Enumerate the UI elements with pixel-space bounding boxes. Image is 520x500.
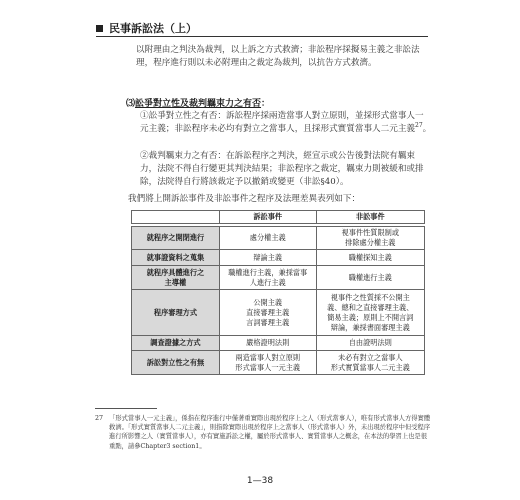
noncontentious-line: 辯論，兼採書面審理主義 bbox=[330, 322, 410, 332]
litigation-cell: 辯論主義 bbox=[219, 250, 316, 266]
row-label: 就事證資料之蒐集 bbox=[132, 250, 220, 266]
noncontentious-cell bbox=[316, 290, 424, 336]
litigation-line: 直接審理主義 bbox=[246, 307, 290, 317]
noncontentious-line: 排除處分權主義 bbox=[345, 238, 396, 247]
noncontentious-cell: 職權進行主義 bbox=[316, 266, 424, 290]
noncontentious-line: 視事件性質限制或 bbox=[341, 228, 400, 237]
item-1-marker: ① bbox=[140, 111, 149, 121]
litigation-cell: 嚴格證明法則 bbox=[219, 336, 316, 351]
noncontentious-line: 簡易主義；原則上不開言詞 bbox=[327, 312, 414, 322]
litigation-line: 人進行主義 bbox=[249, 277, 286, 287]
litigation-cell bbox=[219, 266, 316, 290]
row-label: 訴訟對立性之有無 bbox=[132, 351, 220, 375]
noncontentious-line: 未必有對立之當事人 bbox=[337, 352, 403, 362]
section-title-suffix: ： bbox=[261, 99, 271, 109]
table-row bbox=[132, 250, 425, 266]
row-label-line: 主導權 bbox=[164, 277, 187, 287]
header-cell-empty bbox=[132, 211, 220, 224]
noncontentious-cell: 自由證明法則 bbox=[316, 336, 424, 351]
footnote-rule bbox=[95, 408, 157, 409]
footnote bbox=[95, 414, 431, 451]
noncontentious-line: 形式實質當事人二元主義 bbox=[330, 362, 410, 372]
litigation-cell bbox=[219, 290, 316, 336]
table-row bbox=[132, 290, 425, 336]
row-label: 程序審理方式 bbox=[132, 290, 220, 336]
comparison-table bbox=[131, 210, 425, 375]
row-label bbox=[132, 266, 220, 290]
footnote-ref: 27 bbox=[415, 122, 423, 130]
header-title: 民事訴訟法（上） bbox=[109, 22, 197, 35]
item-1-text: 訟爭對立性之有否：訴訟程序採兩造當事人對立原則，並採形式當事人一元主義；非訟程序未必均有對立之當事人，且採形式實質當事人二元主義 bbox=[140, 111, 424, 134]
section-title: 訟爭對立性及裁判羈束力之有否 bbox=[135, 99, 262, 109]
litigation-line: 言詞審理主義 bbox=[246, 317, 290, 327]
header-cell-litigation: 訴訟事件 bbox=[219, 211, 316, 224]
noncontentious-cell: 職權探知主義 bbox=[316, 250, 424, 266]
litigation-line: 職權進行主義，兼採當事 bbox=[228, 267, 308, 277]
noncontentious-cell bbox=[316, 351, 424, 375]
row-label: 就程序之開閉進行 bbox=[132, 227, 220, 250]
table-row bbox=[132, 227, 425, 250]
item-1 bbox=[140, 110, 432, 136]
header-cell-noncontentious: 非訟事件 bbox=[316, 211, 424, 224]
square-bullet-icon bbox=[96, 25, 103, 32]
footnote-text: 「形式當事人一元主義」，係指在程序進行中僅著重實際出現於程序上之人（形式當事人），唯有形式當事人方得實體救濟。「形式實質當事人二元主義」，則指除實際出現於程序上之當事人（形式當事人）外，未出現於程序中但受程序進行所影響之人（實質當事人），亦有實施訴訟之權，屬於形式當事人、實質當事人之概念，在本法的學習上也是很重點，請參Chapter3 section1。 bbox=[109, 415, 431, 450]
table-row bbox=[132, 266, 425, 290]
item-2-marker: ② bbox=[140, 151, 149, 161]
page-number: 1—38 bbox=[246, 476, 274, 486]
item-2 bbox=[140, 150, 432, 189]
row-label: 調查證據之方式 bbox=[132, 336, 220, 351]
item-2-text: 裁判羈束力之有否：在訴訟程序之判決，經宣示或公告後對法院有羈束力，法院不得自行變更其判決結果；非訟程序之裁定，羈束力則被緩和或排除，法院得自行將該裁定予以撤銷或變更（非訟§40）。 bbox=[140, 151, 424, 187]
litigation-line: 形式當事人一元主義 bbox=[235, 362, 301, 372]
litigation-line: 公開主義 bbox=[253, 297, 283, 307]
noncontentious-line: 視事件之性質採不公開主 bbox=[330, 292, 410, 302]
table-intro: 我們將上開訴訟事件及非訟事件之程序及法理差異表列如下： bbox=[128, 194, 361, 204]
table-row bbox=[132, 336, 425, 351]
section-heading bbox=[126, 96, 270, 109]
litigation-line: 兩造當事人對立原則 bbox=[235, 352, 301, 362]
row-label-line: 就程序具體進行之 bbox=[146, 267, 205, 277]
table-header-row bbox=[132, 211, 425, 224]
item-1-end: 。 bbox=[422, 124, 432, 134]
noncontentious-line: 義、總和之直接審理主義、 bbox=[327, 302, 414, 312]
litigation-cell bbox=[219, 351, 316, 375]
intro-paragraph: 以附理由之判決為裁判，以上訴之方式救濟；非訟程序採擬易主義之非訟法理，程序進行則以未必附理由之裁定為裁判，以抗告方式救濟。 bbox=[136, 45, 420, 68]
header-rule bbox=[96, 36, 428, 37]
litigation-cell: 處分權主義 bbox=[219, 227, 316, 250]
section-number: ⑶ bbox=[126, 99, 136, 109]
noncontentious-cell bbox=[316, 227, 424, 250]
table-row bbox=[132, 351, 425, 375]
running-header bbox=[96, 20, 426, 36]
footnote-number: 27 bbox=[95, 415, 104, 422]
